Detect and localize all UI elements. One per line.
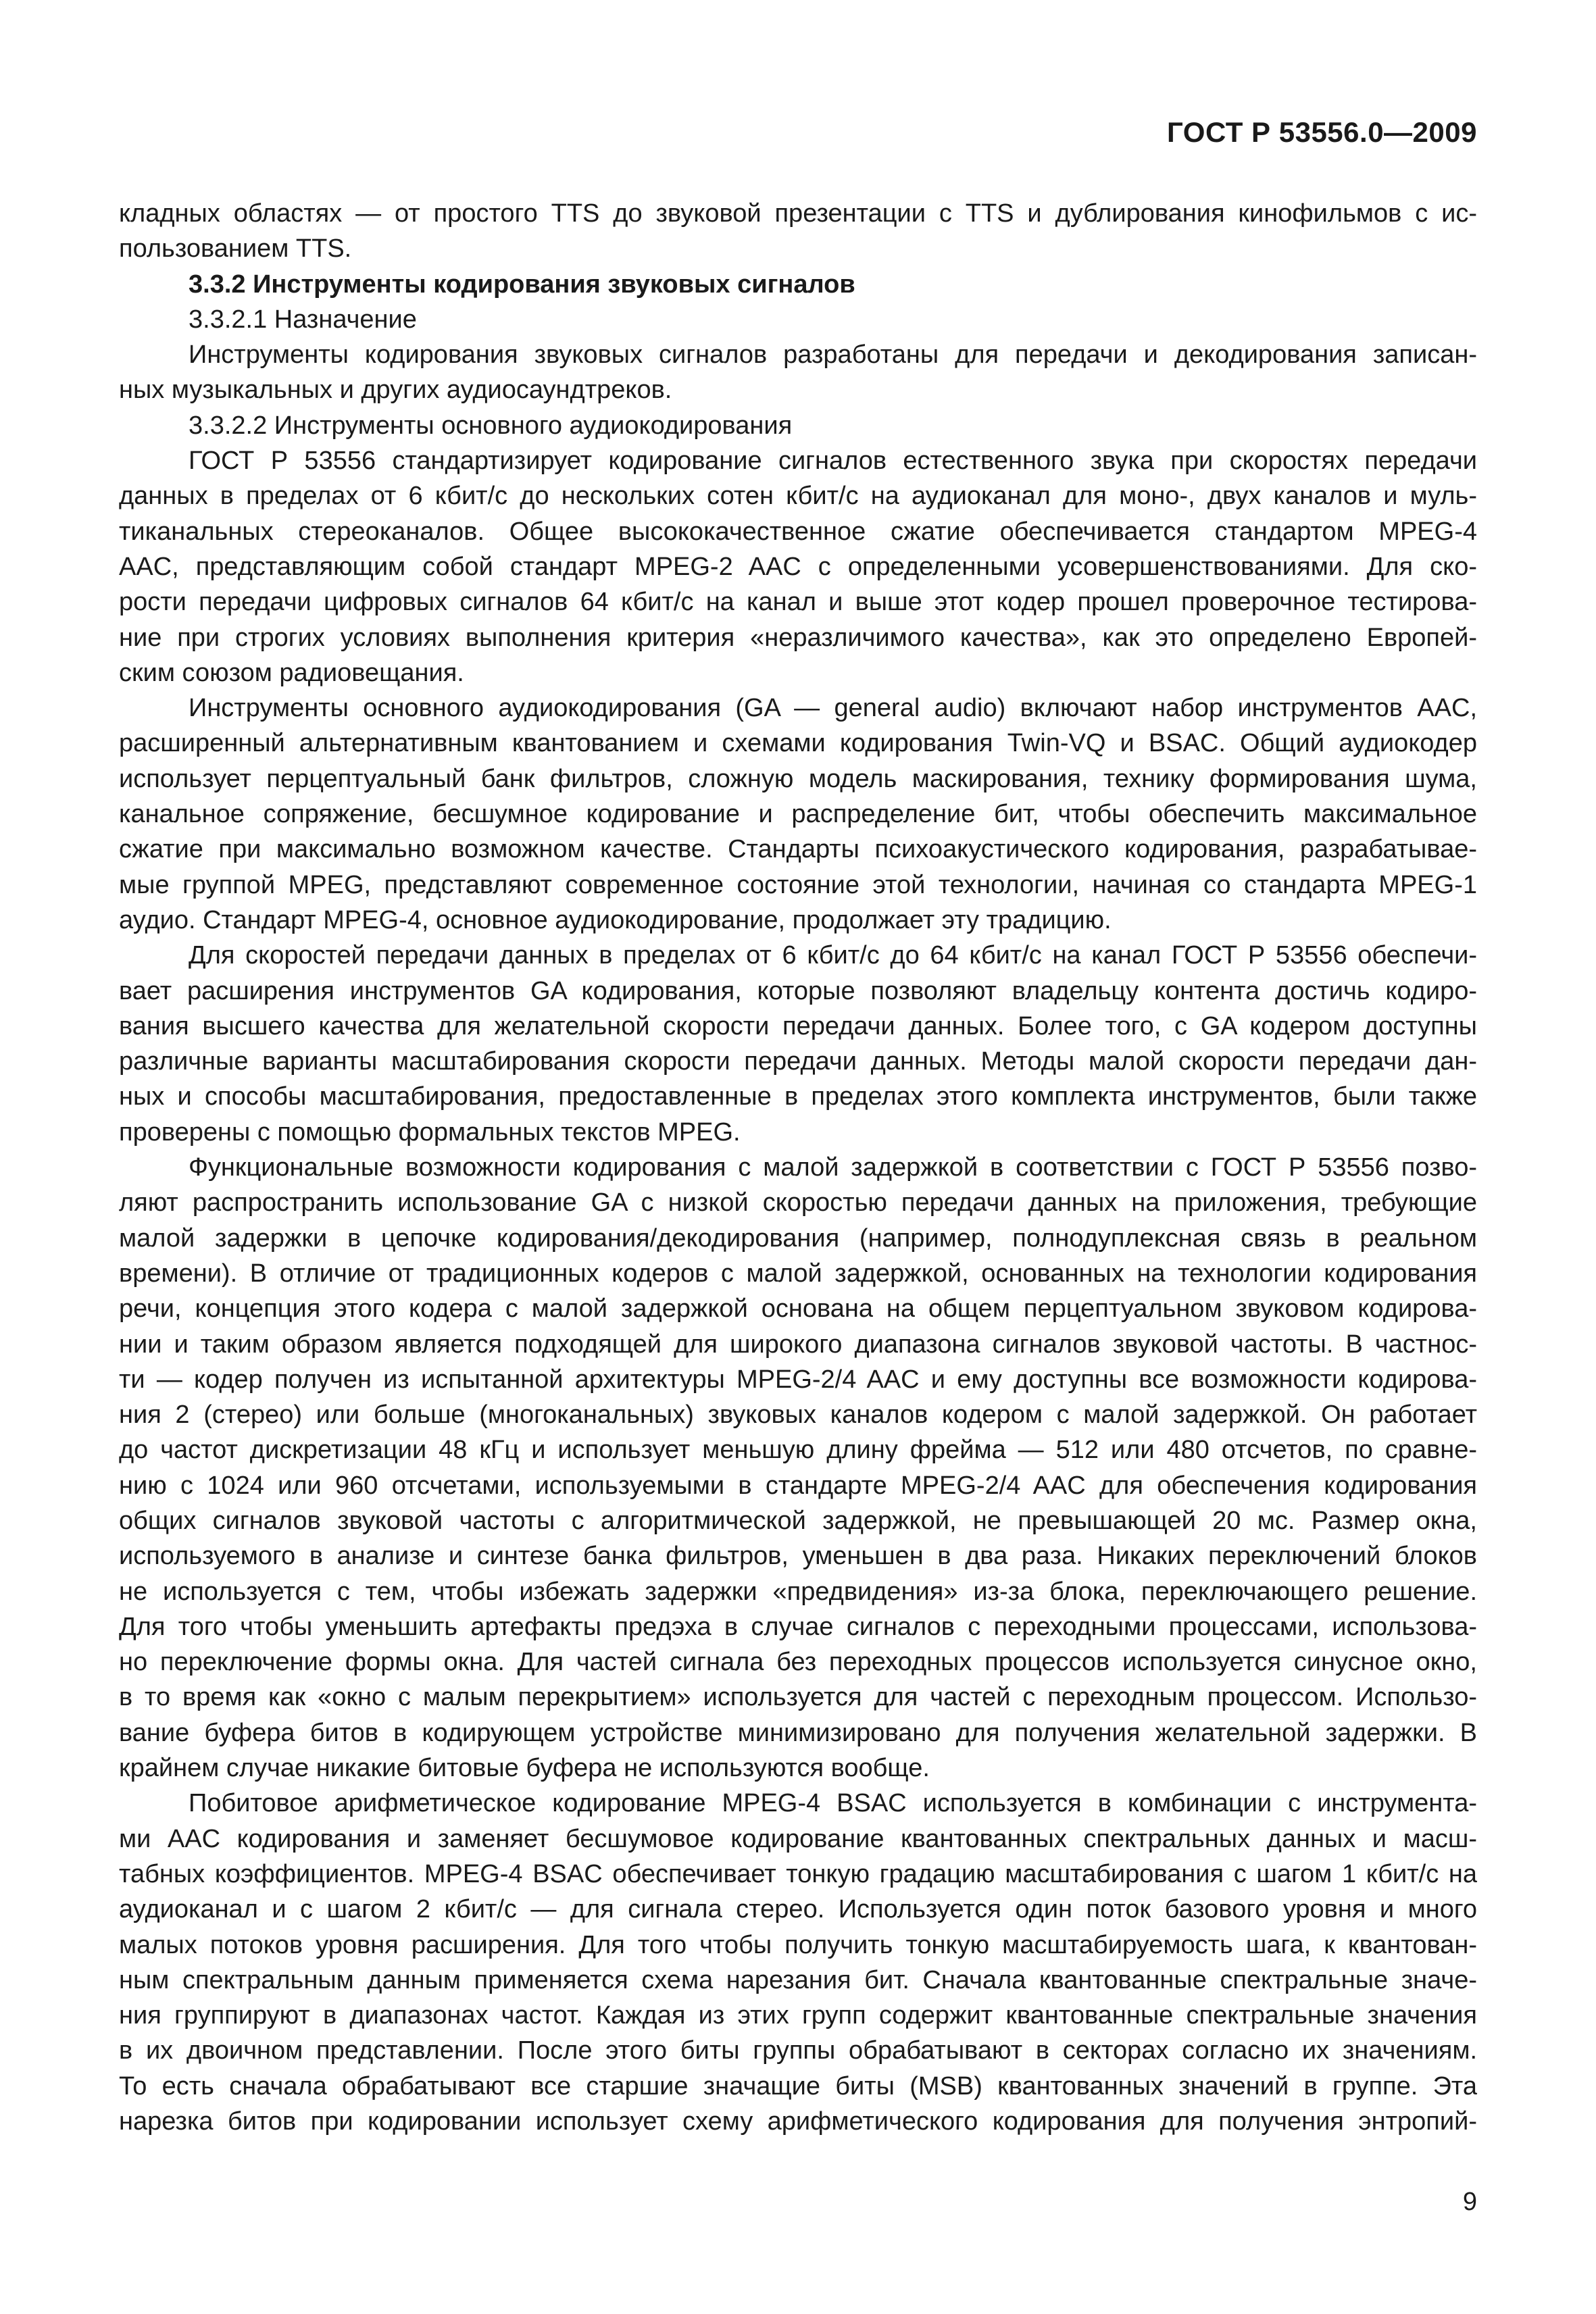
text-line: но переключение формы окна. Для частей сигнала без переходных процессов используется синусное окно, xyxy=(119,1648,1477,1677)
text-line: рости передачи цифровых сигналов 64 кбит/с на канал и выше этот кодер прошел проверочное тестирова- xyxy=(119,588,1477,617)
text-line: 3.3.2.2 Инструменты основного аудиокодирования xyxy=(189,411,793,440)
text-line: нию с 1024 или 960 отсчетами, используемыми в стандарте MPEG-2/4 AAC для обеспечения кодирования xyxy=(119,1471,1477,1500)
text-line: Инструменты кодирования звуковых сигналов разработаны для передачи и декодирования записан- xyxy=(189,341,1477,370)
text-line: проверены с помощью формальных текстов MPEG. xyxy=(119,1117,741,1147)
text-line: ным спектральным данным применяется схема нарезания бит. Сначала квантованные спектральные значе- xyxy=(119,1965,1477,1994)
text-line: мые группой MPEG, представляют современное состояние этой технологии, начиная со стандарта MPEG-1 xyxy=(119,870,1477,899)
text-line: Для того чтобы уменьшить артефакты предэха в случае сигналов с переходными процессами, использова- xyxy=(119,1612,1477,1641)
text-line: не используется с тем, чтобы избежать задержки «предвидения» из-за блока, переключающего решение. xyxy=(119,1577,1477,1606)
text-line: 3.3.2.1 Назначение xyxy=(189,305,417,334)
text-line: речи, концепция этого кодера с малой задержкой основана на общем перцептуальном звуковом кодирова- xyxy=(119,1294,1477,1324)
text-line: Для скоростей передачи данных в пределах от 6 кбит/с до 64 кбит/с на канал ГОСТ Р 53556 обеспечи- xyxy=(189,941,1477,970)
text-line: ляют распространить использование GA с низкой скоростью передачи данных на приложения, требующие xyxy=(119,1188,1477,1217)
text-line: Побитовое арифметическое кодирование MPEG-4 BSAC используется в комбинации с инструмента- xyxy=(189,1789,1477,1818)
text-line: Функциональные возможности кодирования с малой задержкой в соответствии с ГОСТ Р 53556 позво- xyxy=(189,1153,1477,1182)
text-line: в их двоичном представлении. После этого биты группы обрабатывают в секторах согласно их значениям. xyxy=(119,2036,1477,2065)
text-line: данных в пределах от 6 кбит/с до нескольких сотен кбит/с на аудиоканал для моно-, двух каналов и муль- xyxy=(119,482,1477,511)
page-number: 9 xyxy=(1462,2188,1477,2216)
text-line: в то время как «окно с малым перекрытием» используется для частей с переходным процессом. Использо- xyxy=(119,1683,1477,1712)
document-code-header: ГОСТ Р 53556.0—2009 xyxy=(1167,116,1477,148)
text-line: ния 2 (стерео) или больше (многоканальных) звуковых каналов кодером с малой задержкой. Он работает xyxy=(119,1401,1477,1430)
text-line: ных и способы масштабирования, предоставленные в пределах этого комплекта инструментов, были также xyxy=(119,1082,1477,1111)
text-line: канальное сопряжение, бесшумное кодирование и распределение бит, чтобы обеспечить максимальное xyxy=(119,800,1477,829)
text-line: до частот дискретизации 48 кГц и использует меньшую длину фрейма — 512 или 480 отсчетов, по сравне- xyxy=(119,1436,1477,1465)
text-line: нии и таким образом является подходящей для широкого диапазона сигналов звуковой частоты. В частнос- xyxy=(119,1330,1477,1359)
text-line: ти — кодер получен из испытанной архитектуры MPEG-2/4 AAC и ему доступны все возможности кодирова- xyxy=(119,1365,1477,1394)
text-line: вание буфера битов в кодирующем устройстве минимизировано для получения желательной задержки. В xyxy=(119,1718,1477,1747)
document-body xyxy=(119,196,1477,2139)
text-line: пользованием TTS. xyxy=(119,234,352,263)
text-line: малой задержки в цепочке кодирования/декодирования (например, полнодуплексная связь в реальном xyxy=(119,1224,1477,1253)
text-line: расширенный альтернативным квантованием и схемами кодирования Twin-VQ и BSAC. Общий аудиокодер xyxy=(119,729,1477,758)
text-line: ским союзом радиовещания. xyxy=(119,658,464,687)
text-line: аудиоканал и с шагом 2 кбит/с — для сигнала стерео. Используется один поток базового уровня и много xyxy=(119,1895,1477,1924)
text-line: вания высшего качества для желательной скорости передачи данных. Более того, с GA кодером доступны xyxy=(119,1011,1477,1040)
text-line: Инструменты основного аудиокодирования (GA — general audio) включают набор инструментов AAC, xyxy=(189,694,1477,723)
text-line: То есть сначала обрабатывают все старшие значащие биты (MSB) квантованных значений в группе. Эта xyxy=(119,2071,1477,2101)
text-line: ми AAC кодирования и заменяет бесшумовое кодирование квантованных спектральных данных и масш- xyxy=(119,1824,1477,1853)
text-line: общих сигналов звуковой частоты с алгоритмической задержкой, не превышающей 20 мс. Размер окна, xyxy=(119,1506,1477,1535)
text-line: использует перцептуальный банк фильтров, сложную модель маскирования, технику формирования шума, xyxy=(119,764,1477,793)
text-line: аудио. Стандарт MPEG-4, основное аудиокодирование, продолжает эту традицию. xyxy=(119,905,1112,934)
text-line: малых потоков уровня расширения. Для того чтобы получить тонкую масштабируемость шага, к квантован- xyxy=(119,1930,1477,1959)
text-line: AAC, представляющим собой стандарт MPEG-2 AAC с определенными усовершенствованиями. Для ско- xyxy=(119,552,1477,581)
text-line: кладных областях — от простого TTS до звуковой презентации с TTS и дублирования кинофильмов с ис- xyxy=(119,199,1477,228)
text-line: сжатие при максимально возможном качестве. Стандарты психоакустического кодирования, разрабатывае- xyxy=(119,835,1477,864)
text-line: нарезка битов при кодировании использует схему арифметического кодирования для получения энтропий- xyxy=(119,2107,1477,2136)
text-line: ГОСТ Р 53556 стандартизирует кодирование сигналов естественного звука при скоростях передачи xyxy=(189,447,1477,476)
text-line: различные варианты масштабирования скорости передачи данных. Методы малой скорости передачи дан- xyxy=(119,1047,1477,1076)
text-line: тиканальных стереоканалов. Общее высококачественное сжатие обеспечивается стандартом MPEG-4 xyxy=(119,517,1477,546)
text-line: ние при строгих условиях выполнения критерия «неразличимого качества», как это определено Европей- xyxy=(119,623,1477,652)
text-line: крайнем случае никакие битовые буфера не используются вообще. xyxy=(119,1754,930,1783)
text-line: вает расширения инструментов GA кодирования, которые позволяют владельцу контента достичь кодиро- xyxy=(119,976,1477,1005)
text-line: используемого в анализе и синтезе банка фильтров, уменьшен в два раза. Никаких переключений блоков xyxy=(119,1542,1477,1571)
text-line: времени). В отличие от традиционных кодеров с малой задержкой, основанных на технологии кодирования xyxy=(119,1259,1477,1288)
text-line: ных музыкальных и других аудиосаундтреков. xyxy=(119,376,672,405)
section-heading: 3.3.2 Инструменты кодирования звуковых сигналов xyxy=(189,270,855,299)
text-line: табных коэффициентов. MPEG-4 BSAC обеспечивает тонкую градацию масштабирования с шагом 1 кбит/с на xyxy=(119,1859,1477,1888)
text-line: ния группируют в диапазонах частот. Каждая из этих групп содержит квантованные спектральные значения xyxy=(119,2001,1477,2030)
